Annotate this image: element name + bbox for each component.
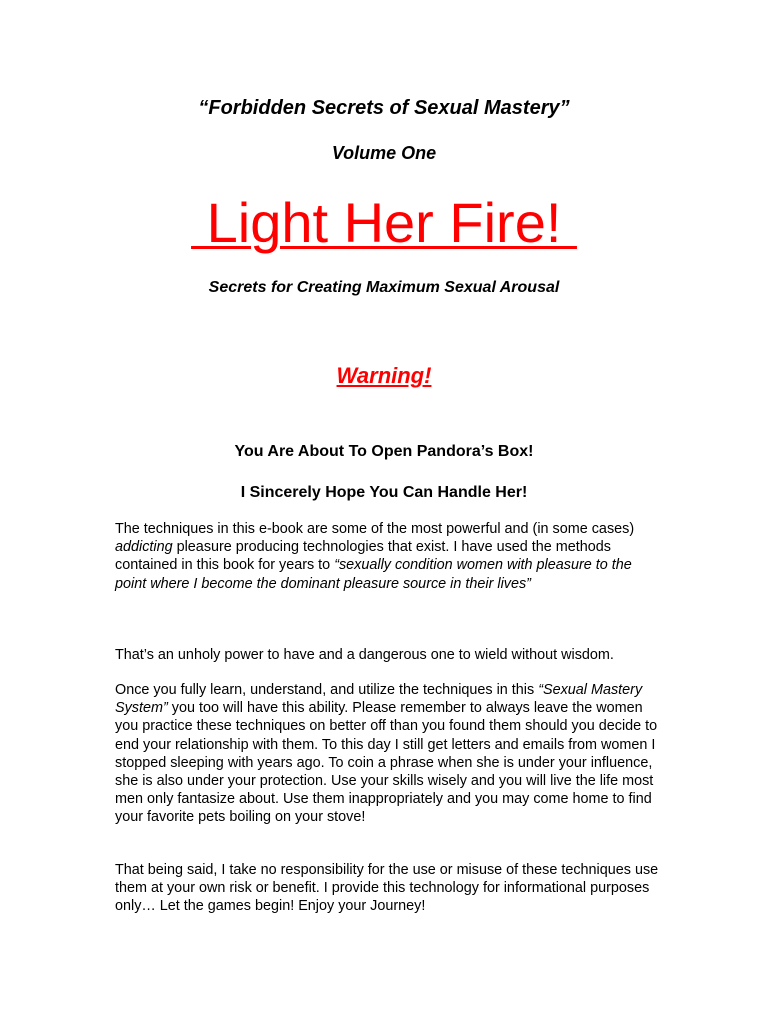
paragraph-techniques	[115, 520, 660, 593]
paragraph-disclaimer: That being said, I take no responsibility for the use or misuse of these techniques use them at your own risk or benefit. I provide this technology for informational purposes only… Let the games begin! Enjoy your Journey!	[115, 862, 659, 915]
paragraph-text: you too will have this ability. Please remember to always leave the women you practice these techniques on better off than you found them should you decide to end your relationship with them. To this day I still get letters and emails from women I stopped sleeping with years ago. To coin a phrase when she is under your influence, she is also under your protection. Use your skills wisely and you will live the life most men only fantasize about. Use them inappropriately and you may come home to find your favorite pets boiling on your stove!	[115, 700, 658, 826]
warning-heading: Warning!	[336, 363, 432, 388]
paragraph-italic-text: “Sexual Mastery System”	[115, 682, 643, 717]
series-title: “Forbidden Secrets of Sexual Mastery”	[198, 97, 570, 119]
paragraph-mastery-system	[115, 681, 660, 827]
headline-handle-her: I Sincerely Hope You Can Handle Her!	[240, 484, 528, 501]
main-title-text: Light Her Fire!	[191, 191, 577, 254]
paragraph-text: The techniques in this e-book are some of the most powerful and (in some cases)	[115, 521, 635, 537]
paragraph-italic-quote: “sexually condition women with pleasure to the point where I become the dominant pleasure source in their lives”	[115, 557, 632, 592]
main-title	[0, 186, 768, 260]
paragraph-text: Once you fully learn, understand, and utilize the techniques in this	[115, 682, 539, 698]
headline-pandoras-box: You Are About To Open Pandora’s Box!	[234, 443, 534, 460]
subtitle: Secrets for Creating Maximum Sexual Arousal	[208, 279, 560, 296]
volume-label: Volume One	[331, 143, 437, 163]
paragraph-italic-text: addicting	[115, 539, 173, 556]
paragraph-text: pleasure producing technologies that exist. I have used the methods contained in this book for years to	[115, 539, 612, 574]
paragraph-unholy-power: That’s an unholy power to have and a dangerous one to wield without wisdom.	[115, 647, 614, 663]
